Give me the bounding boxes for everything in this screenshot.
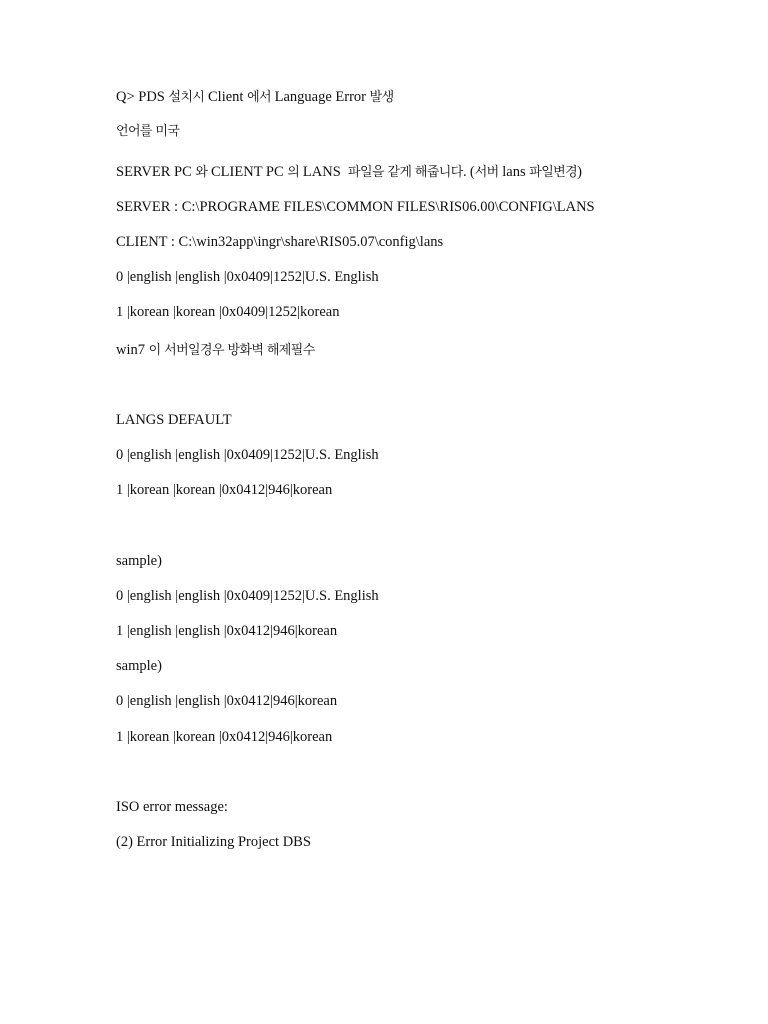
- title-text-ko-2: 에서: [247, 90, 271, 105]
- question-title: [116, 88, 394, 107]
- iso-error-heading: ISO error message:: [116, 799, 228, 815]
- instruction-text-ko-1: 와: [195, 165, 208, 180]
- sample-line: 1 |english |english |0x0412|946|korean: [116, 623, 338, 639]
- title-text-ko-3: 발생: [369, 90, 394, 105]
- sample-line: 0 |english |english |0x0409|1252|U.S. English: [116, 588, 379, 604]
- server-path: SERVER : C:\PROGRAME FILES\COMMON FILES\RIS06.00\CONFIG\LANS: [116, 199, 595, 215]
- server-client-instruction: [116, 163, 582, 182]
- instruction-text-ko-4: 서버: [474, 165, 499, 180]
- instruction-text-ko-2: 의: [287, 165, 300, 180]
- sample-label: sample): [116, 553, 162, 569]
- sample-line: 1 |korean |korean |0x0412|946|korean: [116, 729, 333, 745]
- instruction-text-3: LANS: [299, 164, 349, 180]
- win7-text: win7: [116, 342, 149, 358]
- config-line: 1 |korean |korean |0x0409|1252|korean: [116, 304, 340, 320]
- instruction-text-6: ): [577, 164, 582, 180]
- instruction-text-ko-3: 파일을 같게 해줍니다.: [348, 165, 467, 180]
- sample-line: 0 |english |english |0x0412|946|korean: [116, 693, 338, 709]
- win7-text-ko: 이 서버일경우 방화벽 해제필수: [148, 343, 315, 358]
- win7-note: [116, 341, 315, 360]
- client-path: CLIENT : C:\win32app\ingr\share\RIS05.07\config\lans: [116, 234, 444, 250]
- language-note: 언어를 미국: [116, 124, 180, 139]
- instruction-text-5: lans: [498, 164, 530, 180]
- instruction-text-ko-5: 파일변경: [529, 165, 578, 180]
- iso-error-message: (2) Error Initializing Project DBS: [116, 834, 311, 850]
- instruction-text-1: SERVER PC: [116, 164, 196, 180]
- instruction-text-2: CLIENT PC: [207, 164, 288, 180]
- default-line: 0 |english |english |0x0409|1252|U.S. English: [116, 447, 379, 463]
- sample-label: sample): [116, 658, 162, 674]
- title-text-1: Q> PDS: [116, 89, 169, 105]
- title-text-ko-1: 설치시: [168, 90, 205, 105]
- instruction-text-4: (: [466, 164, 475, 180]
- langs-default-heading: LANGS DEFAULT: [116, 412, 232, 428]
- config-line: 0 |english |english |0x0409|1252|U.S. English: [116, 269, 379, 285]
- default-line: 1 |korean |korean |0x0412|946|korean: [116, 482, 333, 498]
- title-text-2: Client: [204, 89, 248, 105]
- title-text-3: Language Error: [271, 89, 370, 105]
